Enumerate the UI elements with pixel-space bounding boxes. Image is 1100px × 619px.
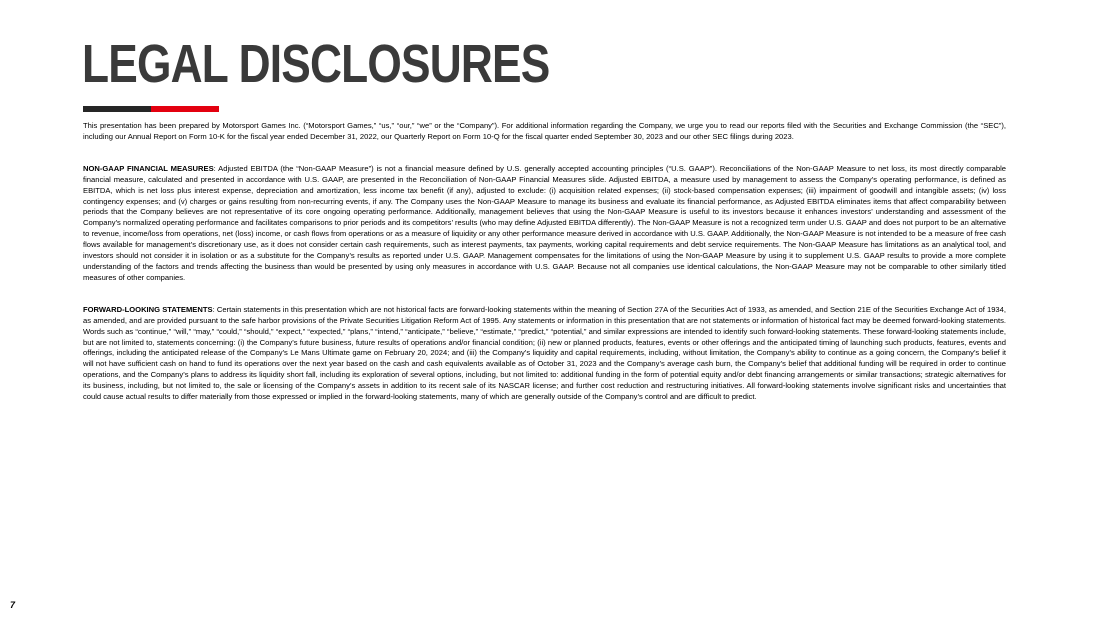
- title-underline-dark-segment: [83, 106, 151, 112]
- non-gaap-heading: NON-GAAP FINANCIAL MEASURES: [83, 163, 214, 173]
- forward-looking-paragraph: [83, 305, 1006, 403]
- intro-paragraph: This presentation has been prepared by Motorsport Games Inc. (“Motorsport Games,” “us,” “our,” “we” or the “Company”). For additional information regarding the Company, we urge you to read our reports filed with the Securities and Exchange Commission (the “SEC”), including our Annual Report on Form 10-K for the fiscal year ended December 31, 2022, our Quarterly Report on Form 10-Q for the fiscal quarter ended September 30, 2023 and our other SEC filings during 2023.: [83, 121, 1006, 141]
- title-underline-red-segment: [151, 106, 219, 112]
- non-gaap-body: : Adjusted EBITDA (the “Non-GAAP Measure”) is not a financial measure defined by U.S. generally accepted accounting principles (“U.S. GAAP”). Reconciliations of the Non-GAAP Measure to net loss, its most directly comparable financial measure, calculated and presented in accordance with U.S. GAAP, are presented in the Reconciliation of Non-GAAP Financial Measures slide. Adjusted EBITDA, a measure used by management to assess the Company’s operating performance, is defined as EBITDA, which is net loss plus interest expense, depreciation and amortization, less income tax benefit (if any), adjusted to exclude: (i) acquisition related expenses; (ii) stock-based compensation expenses; (iii) impairment of goodwill and intangible assets; (iv) loss contingency expenses; and (v) charges or gains resulting from non-recurring events, if any. The Company uses the Non-GAAP Measure to manage its business and evaluate its financial performance, as Adjusted EBITDA eliminates items that affect comparability between periods that the Company believes are not representative of its core ongoing operating performance. Additionally, management believes that using the Non-GAAP Measure is useful to its investors because it enhances investors’ understanding and assessment of the Company’s normalized operating performance and facilitates comparisons to prior periods and its competitors’ results (who may define Adjusted EBITDA differently). The Non-GAAP Measure is not a recognized term under U.S. GAAP and does not purport to be an alternative to revenue, income/loss from operations, net (loss) income, or cash flows from operations or as a measure of liquidity or any other performance measure derived in accordance with U.S. GAAP. Additionally, the Non-GAAP Measure is not intended to be a measure of free cash flows available for management’s discretionary use, as it does not consider certain cash requirements, such as interest payments, tax payments, working capital requirements and debt service requirements. The Non-GAAP Measure has limitations as an analytical tool, and investors should not consider it in isolation or as a substitute for the Company’s results as reported under U.S. GAAP. Management compensates for the limitations of using the Non-GAAP Measure by using it to supplement U.S. GAAP results to provide a more complete understanding of the factors and trends affecting the business than would be presented by using only measures in accordance with U.S. GAAP. Because not all companies use identical calculations, the Non-GAAP Measure may not be comparable to other similarly titled measures of other companies.: [83, 163, 1006, 282]
- title-underline: [83, 106, 219, 112]
- forward-looking-heading: FORWARD-LOOKING STATEMENTS: [83, 304, 213, 314]
- page-number: 7: [10, 600, 16, 610]
- page-title: LEGAL DISCLOSURES: [82, 34, 550, 94]
- non-gaap-paragraph: [83, 164, 1006, 284]
- disclosure-content: [83, 121, 1006, 403]
- forward-looking-body: : Certain statements in this presentation which are not historical facts are forward-looking statements within the meaning of Section 27A of the Securities Act of 1933, as amended, and Section 21E of the Securities Exchange Act of 1934, as amended, and are provided pursuant to the safe harbor provisions of the Private Securities Litigation Reform Act of 1995. Any statements or information in this presentation that are not statements or information of historical fact may be deemed forward-looking statements. Words such as “continue,” “will,” “may,” “could,” “should,” “expect,” “expected,” “plans,” “intend,” “anticipate,” “believe,” “estimate,” “predict,” “potential,” and similar expressions are intended to identify such forward-looking statements. These forward-looking statements include, but are not limited to, statements concerning: (i) the Company’s future business, future results of operations and/or financial condition; (ii) new or planned products, features, events or other offerings and the anticipated timing of launching such products, features, events and offerings, including the anticipated release of the Company’s Le Mans Ultimate game on February 20, 2024; and (iii) the Company’s liquidity and capital requirements, including, without limitation, the Company’s ability to continue as a going concern, the Company’s belief it will not have sufficient cash on hand to fund its operations over the next year based on the cash and cash equivalents available as of October 31, 2023 and the Company’s average cash burn, the Company’s belief that additional funding will be required in order to continue operations, and the Company’s plans to address its liquidity short fall, including its exploration of several options, including, but not limited to: additional funding in the form of potential equity and/or debt financing arrangements or similar transactions; strategic alternatives for its business, including, but not limited to, the sale or licensing of the Company’s assets in addition to its recent sale of its NASCAR license; and further cost reduction and restructuring initiatives. All forward-looking statements involve significant risks and uncertainties that could cause actual results to differ materially from those expressed or implied in the forward-looking statements, many of which are generally outside of the Company’s control and are difficult to predict.: [83, 304, 1006, 402]
